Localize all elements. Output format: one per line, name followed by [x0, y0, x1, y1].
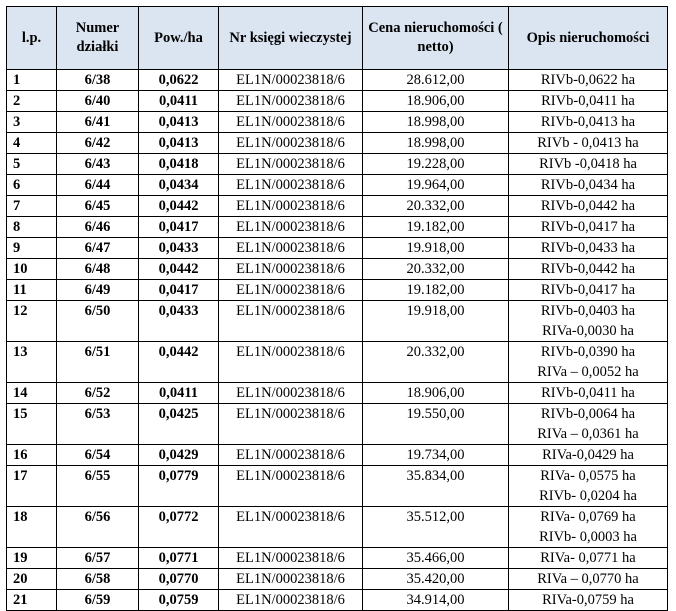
cell-cena: 19.550,00 [363, 404, 509, 445]
opis-line: RIVb-0,0411 ha [541, 385, 635, 401]
cell-opis [509, 217, 668, 238]
table-row [7, 383, 668, 404]
cell-numer-dzialki: 6/59 [57, 590, 139, 611]
cell-powierzchnia: 0,0418 [139, 154, 219, 175]
opis-line: RIVa- 0,0771 ha [540, 550, 636, 566]
cell-opis [509, 569, 668, 590]
opis-line: RIVb-0,0622 ha [540, 72, 636, 88]
cell-numer-dzialki: 6/48 [57, 259, 139, 280]
opis-line: RIVb-0,0390 ha [540, 344, 636, 360]
cell-opis [509, 404, 668, 445]
cell-lp: 5 [7, 154, 57, 175]
opis-line: RIVb-0,0442 ha [540, 198, 636, 214]
cell-lp: 7 [7, 196, 57, 217]
cell-nr-ksiegi: EL1N/00023818/6 [219, 70, 363, 91]
cell-cena: 18.998,00 [363, 112, 509, 133]
cell-opis [509, 91, 668, 112]
table-row [7, 70, 668, 91]
table-row [7, 259, 668, 280]
cell-numer-dzialki: 6/51 [57, 342, 139, 383]
cell-lp: 18 [7, 507, 57, 548]
table-row [7, 91, 668, 112]
table-row [7, 154, 668, 175]
cell-cena: 35.466,00 [363, 548, 509, 569]
cell-cena: 19.228,00 [363, 154, 509, 175]
cell-nr-ksiegi: EL1N/00023818/6 [219, 342, 363, 383]
cell-numer-dzialki: 6/52 [57, 383, 139, 404]
cell-nr-ksiegi: EL1N/00023818/6 [219, 445, 363, 466]
cell-cena: 18.906,00 [363, 383, 509, 404]
cell-numer-dzialki: 6/56 [57, 507, 139, 548]
cell-lp: 16 [7, 445, 57, 466]
header-powierzchnia: Pow./ha [139, 7, 219, 70]
cell-cena: 20.332,00 [363, 196, 509, 217]
header-numer-dzialki: Numer działki [57, 7, 139, 70]
cell-opis [509, 175, 668, 196]
cell-powierzchnia: 0,0771 [139, 548, 219, 569]
cell-cena: 19.918,00 [363, 238, 509, 259]
opis-line: RIVb-0,0433 ha [540, 240, 636, 256]
cell-lp: 1 [7, 70, 57, 91]
cell-opis [509, 383, 668, 404]
cell-lp: 10 [7, 259, 57, 280]
cell-nr-ksiegi: EL1N/00023818/6 [219, 91, 363, 112]
cell-nr-ksiegi: EL1N/00023818/6 [219, 217, 363, 238]
cell-numer-dzialki: 6/58 [57, 569, 139, 590]
cell-lp: 3 [7, 112, 57, 133]
table-row [7, 175, 668, 196]
cell-powierzchnia: 0,0779 [139, 466, 219, 507]
cell-lp: 9 [7, 238, 57, 259]
cell-numer-dzialki: 6/44 [57, 175, 139, 196]
cell-numer-dzialki: 6/47 [57, 238, 139, 259]
header-nr-ksiegi: Nr księgi wieczystej [219, 7, 363, 70]
opis-line: RIVb-0,0064 ha [540, 406, 636, 422]
header-lp: l.p. [7, 7, 57, 70]
cell-numer-dzialki: 6/57 [57, 548, 139, 569]
cell-powierzchnia: 0,0413 [139, 112, 219, 133]
opis-line: RIVb-0,0434 ha [540, 177, 636, 193]
cell-cena: 19.918,00 [363, 301, 509, 342]
cell-cena: 19.964,00 [363, 175, 509, 196]
cell-nr-ksiegi: EL1N/00023818/6 [219, 259, 363, 280]
cell-powierzchnia: 0,0411 [139, 383, 219, 404]
cell-opis [509, 238, 668, 259]
opis-line: RIVb - 0,0413 ha [537, 135, 639, 151]
cell-nr-ksiegi: EL1N/00023818/6 [219, 404, 363, 445]
cell-opis [509, 466, 668, 507]
cell-numer-dzialki: 6/46 [57, 217, 139, 238]
cell-cena: 28.612,00 [363, 70, 509, 91]
table-row [7, 507, 668, 548]
opis-line: RIVa-0,0429 ha [542, 447, 634, 463]
cell-lp: 13 [7, 342, 57, 383]
cell-numer-dzialki: 6/42 [57, 133, 139, 154]
cell-nr-ksiegi: EL1N/00023818/6 [219, 383, 363, 404]
cell-nr-ksiegi: EL1N/00023818/6 [219, 238, 363, 259]
cell-nr-ksiegi: EL1N/00023818/6 [219, 154, 363, 175]
cell-lp: 20 [7, 569, 57, 590]
cell-numer-dzialki: 6/43 [57, 154, 139, 175]
opis-line: RIVa-0,0030 ha [542, 323, 634, 339]
table-row [7, 112, 668, 133]
cell-opis [509, 133, 668, 154]
header-cena: Cena nieruchomości ( netto) [363, 7, 509, 70]
cell-lp: 8 [7, 217, 57, 238]
cell-lp: 11 [7, 280, 57, 301]
cell-powierzchnia: 0,0759 [139, 590, 219, 611]
table-row [7, 342, 668, 383]
parcel-table [6, 6, 668, 611]
cell-lp: 15 [7, 404, 57, 445]
cell-numer-dzialki: 6/41 [57, 112, 139, 133]
cell-lp: 12 [7, 301, 57, 342]
cell-powierzchnia: 0,0442 [139, 259, 219, 280]
cell-powierzchnia: 0,0429 [139, 445, 219, 466]
cell-nr-ksiegi: EL1N/00023818/6 [219, 590, 363, 611]
header-row [7, 7, 668, 70]
opis-line: RIVb-0,0411 ha [541, 93, 635, 109]
cell-cena: 18.906,00 [363, 91, 509, 112]
cell-opis [509, 507, 668, 548]
table-row [7, 133, 668, 154]
opis-line: RIVb- 0,0204 ha [539, 488, 637, 504]
table-body [7, 70, 668, 611]
table-row [7, 548, 668, 569]
opis-line: RIVb-0,0417 ha [540, 282, 636, 298]
cell-nr-ksiegi: EL1N/00023818/6 [219, 196, 363, 217]
table-row [7, 590, 668, 611]
cell-nr-ksiegi: EL1N/00023818/6 [219, 569, 363, 590]
cell-lp: 14 [7, 383, 57, 404]
table-row [7, 196, 668, 217]
table-row [7, 280, 668, 301]
cell-opis [509, 154, 668, 175]
cell-nr-ksiegi: EL1N/00023818/6 [219, 466, 363, 507]
opis-line: RIVb-0,0442 ha [540, 261, 636, 277]
cell-opis [509, 280, 668, 301]
cell-powierzchnia: 0,0442 [139, 342, 219, 383]
table-row [7, 404, 668, 445]
cell-cena: 35.512,00 [363, 507, 509, 548]
opis-line: RIVa – 0,0770 ha [537, 571, 639, 587]
cell-numer-dzialki: 6/50 [57, 301, 139, 342]
cell-powierzchnia: 0,0442 [139, 196, 219, 217]
table-header [7, 7, 668, 70]
table-row [7, 217, 668, 238]
table-row [7, 569, 668, 590]
cell-opis [509, 342, 668, 383]
cell-cena: 19.182,00 [363, 280, 509, 301]
cell-cena: 19.734,00 [363, 445, 509, 466]
cell-nr-ksiegi: EL1N/00023818/6 [219, 280, 363, 301]
cell-powierzchnia: 0,0622 [139, 70, 219, 91]
cell-cena: 35.834,00 [363, 466, 509, 507]
cell-powierzchnia: 0,0433 [139, 238, 219, 259]
cell-lp: 6 [7, 175, 57, 196]
cell-lp: 19 [7, 548, 57, 569]
cell-nr-ksiegi: EL1N/00023818/6 [219, 175, 363, 196]
cell-cena: 20.332,00 [363, 342, 509, 383]
cell-nr-ksiegi: EL1N/00023818/6 [219, 548, 363, 569]
cell-opis [509, 70, 668, 91]
cell-lp: 2 [7, 91, 57, 112]
table-row [7, 238, 668, 259]
cell-nr-ksiegi: EL1N/00023818/6 [219, 301, 363, 342]
cell-numer-dzialki: 6/53 [57, 404, 139, 445]
opis-line: RIVb -0,0418 ha [539, 156, 637, 172]
cell-powierzchnia: 0,0772 [139, 507, 219, 548]
cell-opis [509, 112, 668, 133]
cell-powierzchnia: 0,0417 [139, 280, 219, 301]
header-opis: Opis nieruchomości [509, 7, 668, 70]
cell-nr-ksiegi: EL1N/00023818/6 [219, 133, 363, 154]
cell-powierzchnia: 0,0411 [139, 91, 219, 112]
cell-powierzchnia: 0,0770 [139, 569, 219, 590]
cell-cena: 19.182,00 [363, 217, 509, 238]
cell-nr-ksiegi: EL1N/00023818/6 [219, 112, 363, 133]
cell-numer-dzialki: 6/38 [57, 70, 139, 91]
cell-cena: 18.998,00 [363, 133, 509, 154]
opis-line: RIVb-0,0403 ha [540, 303, 636, 319]
opis-line: RIVb-0,0417 ha [540, 219, 636, 235]
cell-numer-dzialki: 6/54 [57, 445, 139, 466]
cell-powierzchnia: 0,0433 [139, 301, 219, 342]
cell-cena: 34.914,00 [363, 590, 509, 611]
cell-powierzchnia: 0,0434 [139, 175, 219, 196]
table-row [7, 445, 668, 466]
cell-cena: 35.420,00 [363, 569, 509, 590]
cell-powierzchnia: 0,0417 [139, 217, 219, 238]
opis-line: RIVa – 0,0361 ha [537, 426, 639, 442]
cell-numer-dzialki: 6/45 [57, 196, 139, 217]
table-row [7, 301, 668, 342]
cell-powierzchnia: 0,0425 [139, 404, 219, 445]
cell-lp: 4 [7, 133, 57, 154]
parcel-table-container [6, 6, 668, 611]
cell-opis [509, 301, 668, 342]
cell-cena: 20.332,00 [363, 259, 509, 280]
opis-line: RIVa-0,0759 ha [542, 592, 634, 608]
cell-opis [509, 196, 668, 217]
opis-line: RIVb-0,0413 ha [540, 114, 636, 130]
cell-numer-dzialki: 6/49 [57, 280, 139, 301]
table-row [7, 466, 668, 507]
opis-line: RIVb- 0,0003 ha [539, 529, 637, 545]
cell-numer-dzialki: 6/55 [57, 466, 139, 507]
opis-line: RIVa- 0,0769 ha [540, 509, 636, 525]
cell-lp: 21 [7, 590, 57, 611]
cell-opis [509, 445, 668, 466]
cell-opis [509, 548, 668, 569]
opis-line: RIVa- 0,0575 ha [540, 468, 636, 484]
opis-line: RIVa – 0,0052 ha [537, 364, 639, 380]
cell-opis [509, 590, 668, 611]
cell-lp: 17 [7, 466, 57, 507]
cell-opis [509, 259, 668, 280]
cell-powierzchnia: 0,0413 [139, 133, 219, 154]
cell-numer-dzialki: 6/40 [57, 91, 139, 112]
cell-nr-ksiegi: EL1N/00023818/6 [219, 507, 363, 548]
